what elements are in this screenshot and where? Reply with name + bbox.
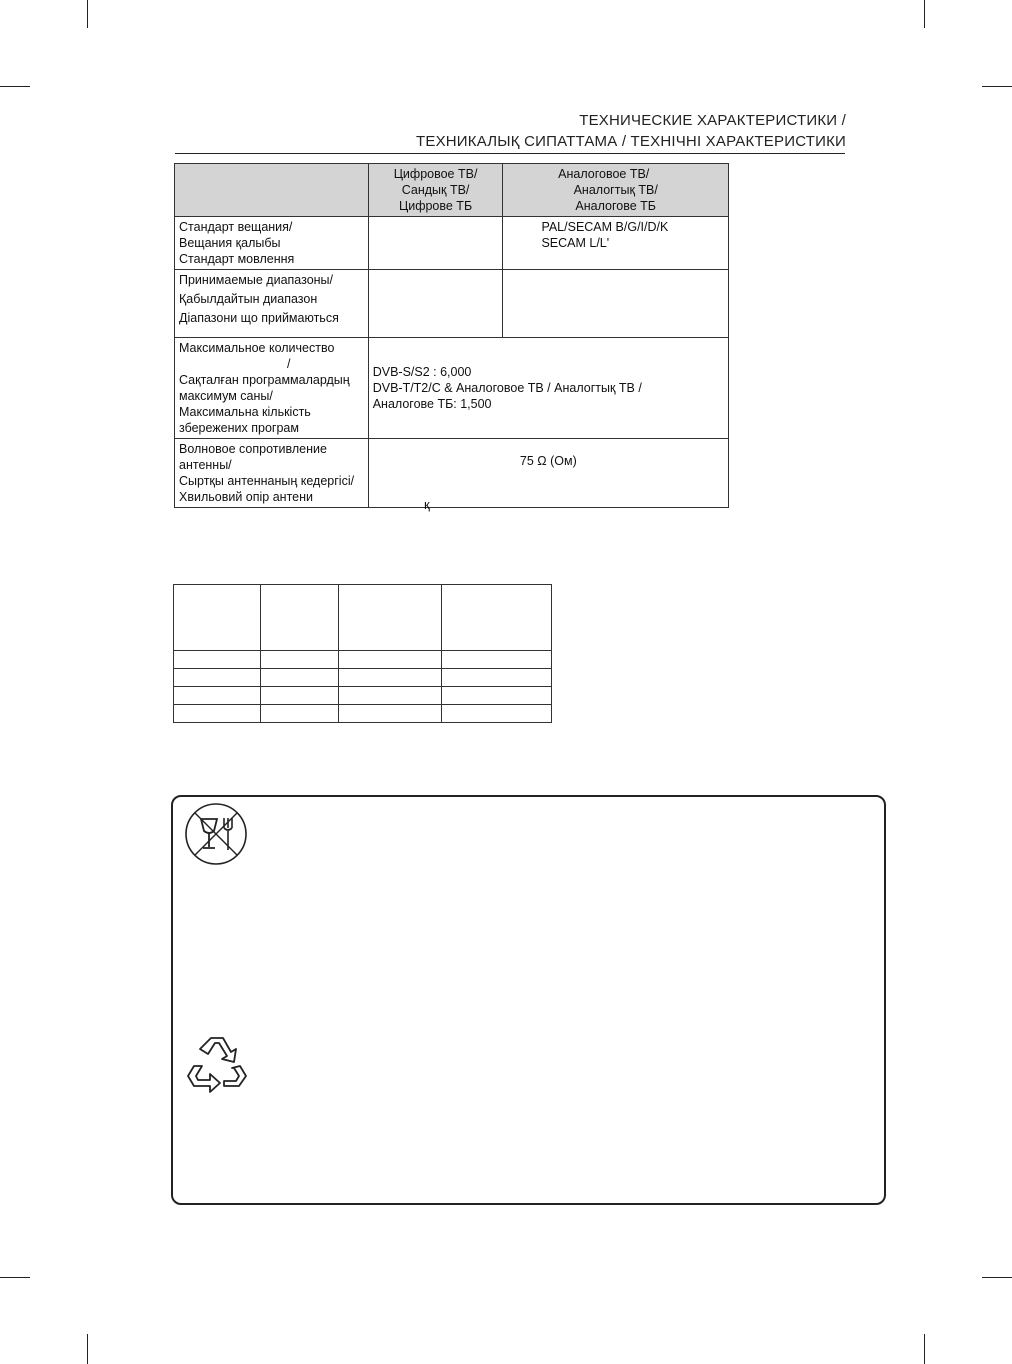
spec-table-header-row <box>175 164 729 217</box>
no-food-contact-icon <box>184 802 248 866</box>
crop-mark <box>87 1334 88 1364</box>
spec-table <box>174 163 729 508</box>
page-title-line2: ТЕХНИКАЛЫҚ СИПАТТАМА / ТЕХНІЧНІ ХАРАКТЕРИСТИКИ <box>416 133 846 150</box>
header-divider <box>175 153 845 154</box>
antenna-impedance-value: 75 Ω (Ом) <box>368 439 728 508</box>
digital-value <box>368 270 503 338</box>
crop-mark <box>0 1277 30 1278</box>
table-row <box>174 651 552 669</box>
crop-mark <box>982 86 1012 87</box>
table-row <box>174 669 552 687</box>
recycle-icon <box>184 1030 250 1094</box>
table-row <box>174 705 552 723</box>
row-label: Стандарт вещания/ Вещания қалыбы Стандарт мовлення <box>175 217 369 270</box>
table-row <box>174 687 552 705</box>
notice-box <box>171 795 886 1205</box>
crop-mark <box>924 1334 925 1364</box>
blank-table <box>173 584 552 723</box>
analog-value: PAL/SECAM B/G/I/D/K SECAM L/L' <box>503 217 729 270</box>
row-label: Максимальное количество / Сақталған программалардың максимум саны/ Максимальна кількість збережених програм <box>175 338 369 439</box>
crop-mark <box>982 1277 1012 1278</box>
table-row-max-programs <box>175 338 729 439</box>
digital-value <box>368 217 503 270</box>
row-label: Принимаемые диапазоны/ Қабылдайтын диапазон Діапазони що приймаються <box>175 270 369 338</box>
table-row-broadcast-standard <box>175 217 729 270</box>
footnote-char: қ <box>424 497 430 512</box>
crop-mark <box>87 0 88 28</box>
header-empty-cell <box>175 164 369 217</box>
table-row-antenna-impedance <box>175 439 729 508</box>
max-programs-value: DVB-S/S2 : 6,000 DVB-T/T2/C & Аналоговое ТВ / Аналогтық ТВ / Аналогове ТБ: 1,500 <box>368 338 728 439</box>
header-digital-tv: Цифровое ТВ/ Сандық ТВ/ Цифрове ТБ <box>368 164 503 217</box>
crop-mark <box>924 0 925 28</box>
analog-value <box>503 270 729 338</box>
row-label: Волновое сопротивление антенны/ Сыртқы антеннаның кедергісі/ Хвильовий опір антени <box>175 439 369 508</box>
crop-mark <box>0 86 30 87</box>
table-row-reception-range <box>175 270 729 338</box>
header-analog-tv: Аналоговое ТВ/ Аналогтық ТВ/ Аналогове ТБ <box>503 164 729 217</box>
page-title-line1: ТЕХНИЧЕСКИЕ ХАРАКТЕРИСТИКИ / <box>579 112 846 129</box>
page-title <box>146 110 846 152</box>
table-row <box>174 585 552 651</box>
